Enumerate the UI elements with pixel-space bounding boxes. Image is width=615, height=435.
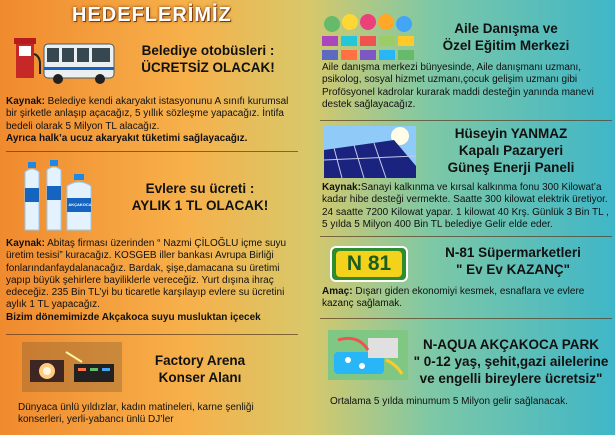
factory-title-line2: Konser Alanı [158, 370, 242, 385]
divider [320, 318, 612, 319]
divider [320, 120, 612, 121]
family-text: Aile danışma merkezi bünyesinde, Aile danışmanı uzmanı, psikolog, sosyal hizmet uzmanı,çocuk gelişim uzmanı gibi Profösyonel kadrolar kurarak maddi desteğin yanında manevi destek sağlayacağız. [322, 62, 594, 110]
aqua-title-line1: N-AQUA AKÇAKOCA PARK [423, 337, 599, 352]
bus-title-line1: Belediye otobüsleri : [141, 43, 275, 58]
water-title-line1: Evlere su ücreti : [145, 181, 255, 196]
aquapark-image [328, 330, 408, 380]
market-title [420, 244, 606, 278]
bus-title-line2: ÜCRETSİZ OLACAK! [141, 60, 275, 75]
market-text [322, 286, 612, 311]
water-text [6, 238, 300, 324]
bus-label: Kaynak: [6, 96, 45, 107]
market-label: Amaç: [322, 286, 353, 297]
aqua-title-line3: ve engelli bireylere ücretsiz" [419, 371, 603, 386]
market-title-line2: " Ev Ev KAZANÇ" [455, 262, 571, 277]
solar-label: Kaynak: [322, 182, 361, 193]
water-highlight: Bizim dönemimizde Akçakoca suyu musluktan içecek [6, 311, 261, 323]
solar-text [322, 182, 614, 231]
solar-title [416, 125, 606, 176]
gas-pump-bus-image [14, 34, 116, 86]
market-title-line1: N-81 Süpermarketleri [445, 245, 581, 260]
solar-title-line3: Güneş Enerji Paneli [447, 160, 575, 175]
divider [320, 236, 612, 237]
water-title [100, 180, 300, 214]
water-description: Abitaş firması üzerinden “ Nazmi ÇİLOĞLU içme suyu üretim tesisi” kuracağız. KOSGEB iller bankası Avrupa Birliği fonlarındanfaydalanacağız. Bardak, şişe,damacana su üretimi yapıp büyük şehirlere bayiliklerle vereceğiz. Yurt dışına ihraç edeceğiz. 235 Bin TL’yi bu ticaretle karşılayıp evlere su ücretini aylık 1 TL yapacağız. [6, 238, 287, 311]
bottle-label: AKÇAKOCA [68, 202, 92, 207]
family-title-line2: Özel Eğitim Merkezi [442, 38, 570, 53]
aqua-title-line2: " 0-12 yaş, şehit,gazi ailelerine [413, 354, 609, 369]
page-banner: HEDEFLERİMİZ [72, 4, 232, 26]
divider [6, 334, 298, 335]
smiley-faces-image [322, 12, 414, 62]
bus-title [118, 42, 298, 76]
solar-description: Sanayi kalkınma ve kırsal kalkınma fonu 300 Kilowat’a kadar hibe desteği vermekte. Saatte 300 kilowat elektrik üretiyor. 24 saatte 7200 Kilowat yapar. 1 kilowat 40 Krş. Günlük 3 Bin TL , 5 yılda 5 Milyon 400 Bin TL belediye Gelir elde eder. [322, 182, 609, 230]
water-bottles-image [22, 158, 98, 234]
solar-title-line1: Hüseyin YANMAZ [454, 126, 568, 141]
n81-logo [330, 246, 408, 282]
bus-highlight: Ayrıca halk’a ucuz akaryakıt tüketimi sağlayacağız. [6, 132, 248, 144]
solar-panel-image [324, 126, 416, 178]
family-title-line1: Aile Danışma ve [454, 21, 558, 36]
aqua-title [406, 336, 615, 387]
water-title-line2: AYLIK 1 TL OLACAK! [131, 198, 269, 213]
market-description: Dışarı giden ekonomiyi kesmek, esnaflara ve evlere kazanç sağlamak. [322, 286, 585, 310]
solar-title-line2: Kapalı Pazaryeri [458, 143, 564, 158]
family-title [406, 20, 606, 54]
n81-logo-text: N 81 [336, 251, 402, 277]
factory-text: Dünyaca ünlü yıldızlar, kadın matineleri, karne şenliği konserleri, yerli-yabancı ünlü DJ’ler [18, 402, 254, 426]
stage-equipment-image [22, 342, 122, 392]
water-label: Kaynak: [6, 238, 45, 249]
left-column [0, 0, 305, 435]
factory-title-line1: Factory Arena [154, 353, 246, 368]
divider [6, 151, 298, 152]
aqua-text: Ortalama 5 yılda minumum 5 Milyon gelir sağlanacak. [330, 396, 568, 407]
factory-title [140, 352, 260, 386]
bus-text [6, 96, 300, 145]
right-column [310, 0, 615, 435]
bus-description: Belediye kendi akaryakıt istasyonunu A sınıfı kurumsal bir şirketle anlaşıp açacağız, 5 yıllık sözleşme yapacağız. İntifa bedeli olarak 5 Milyon TL alacağız. [6, 96, 289, 132]
